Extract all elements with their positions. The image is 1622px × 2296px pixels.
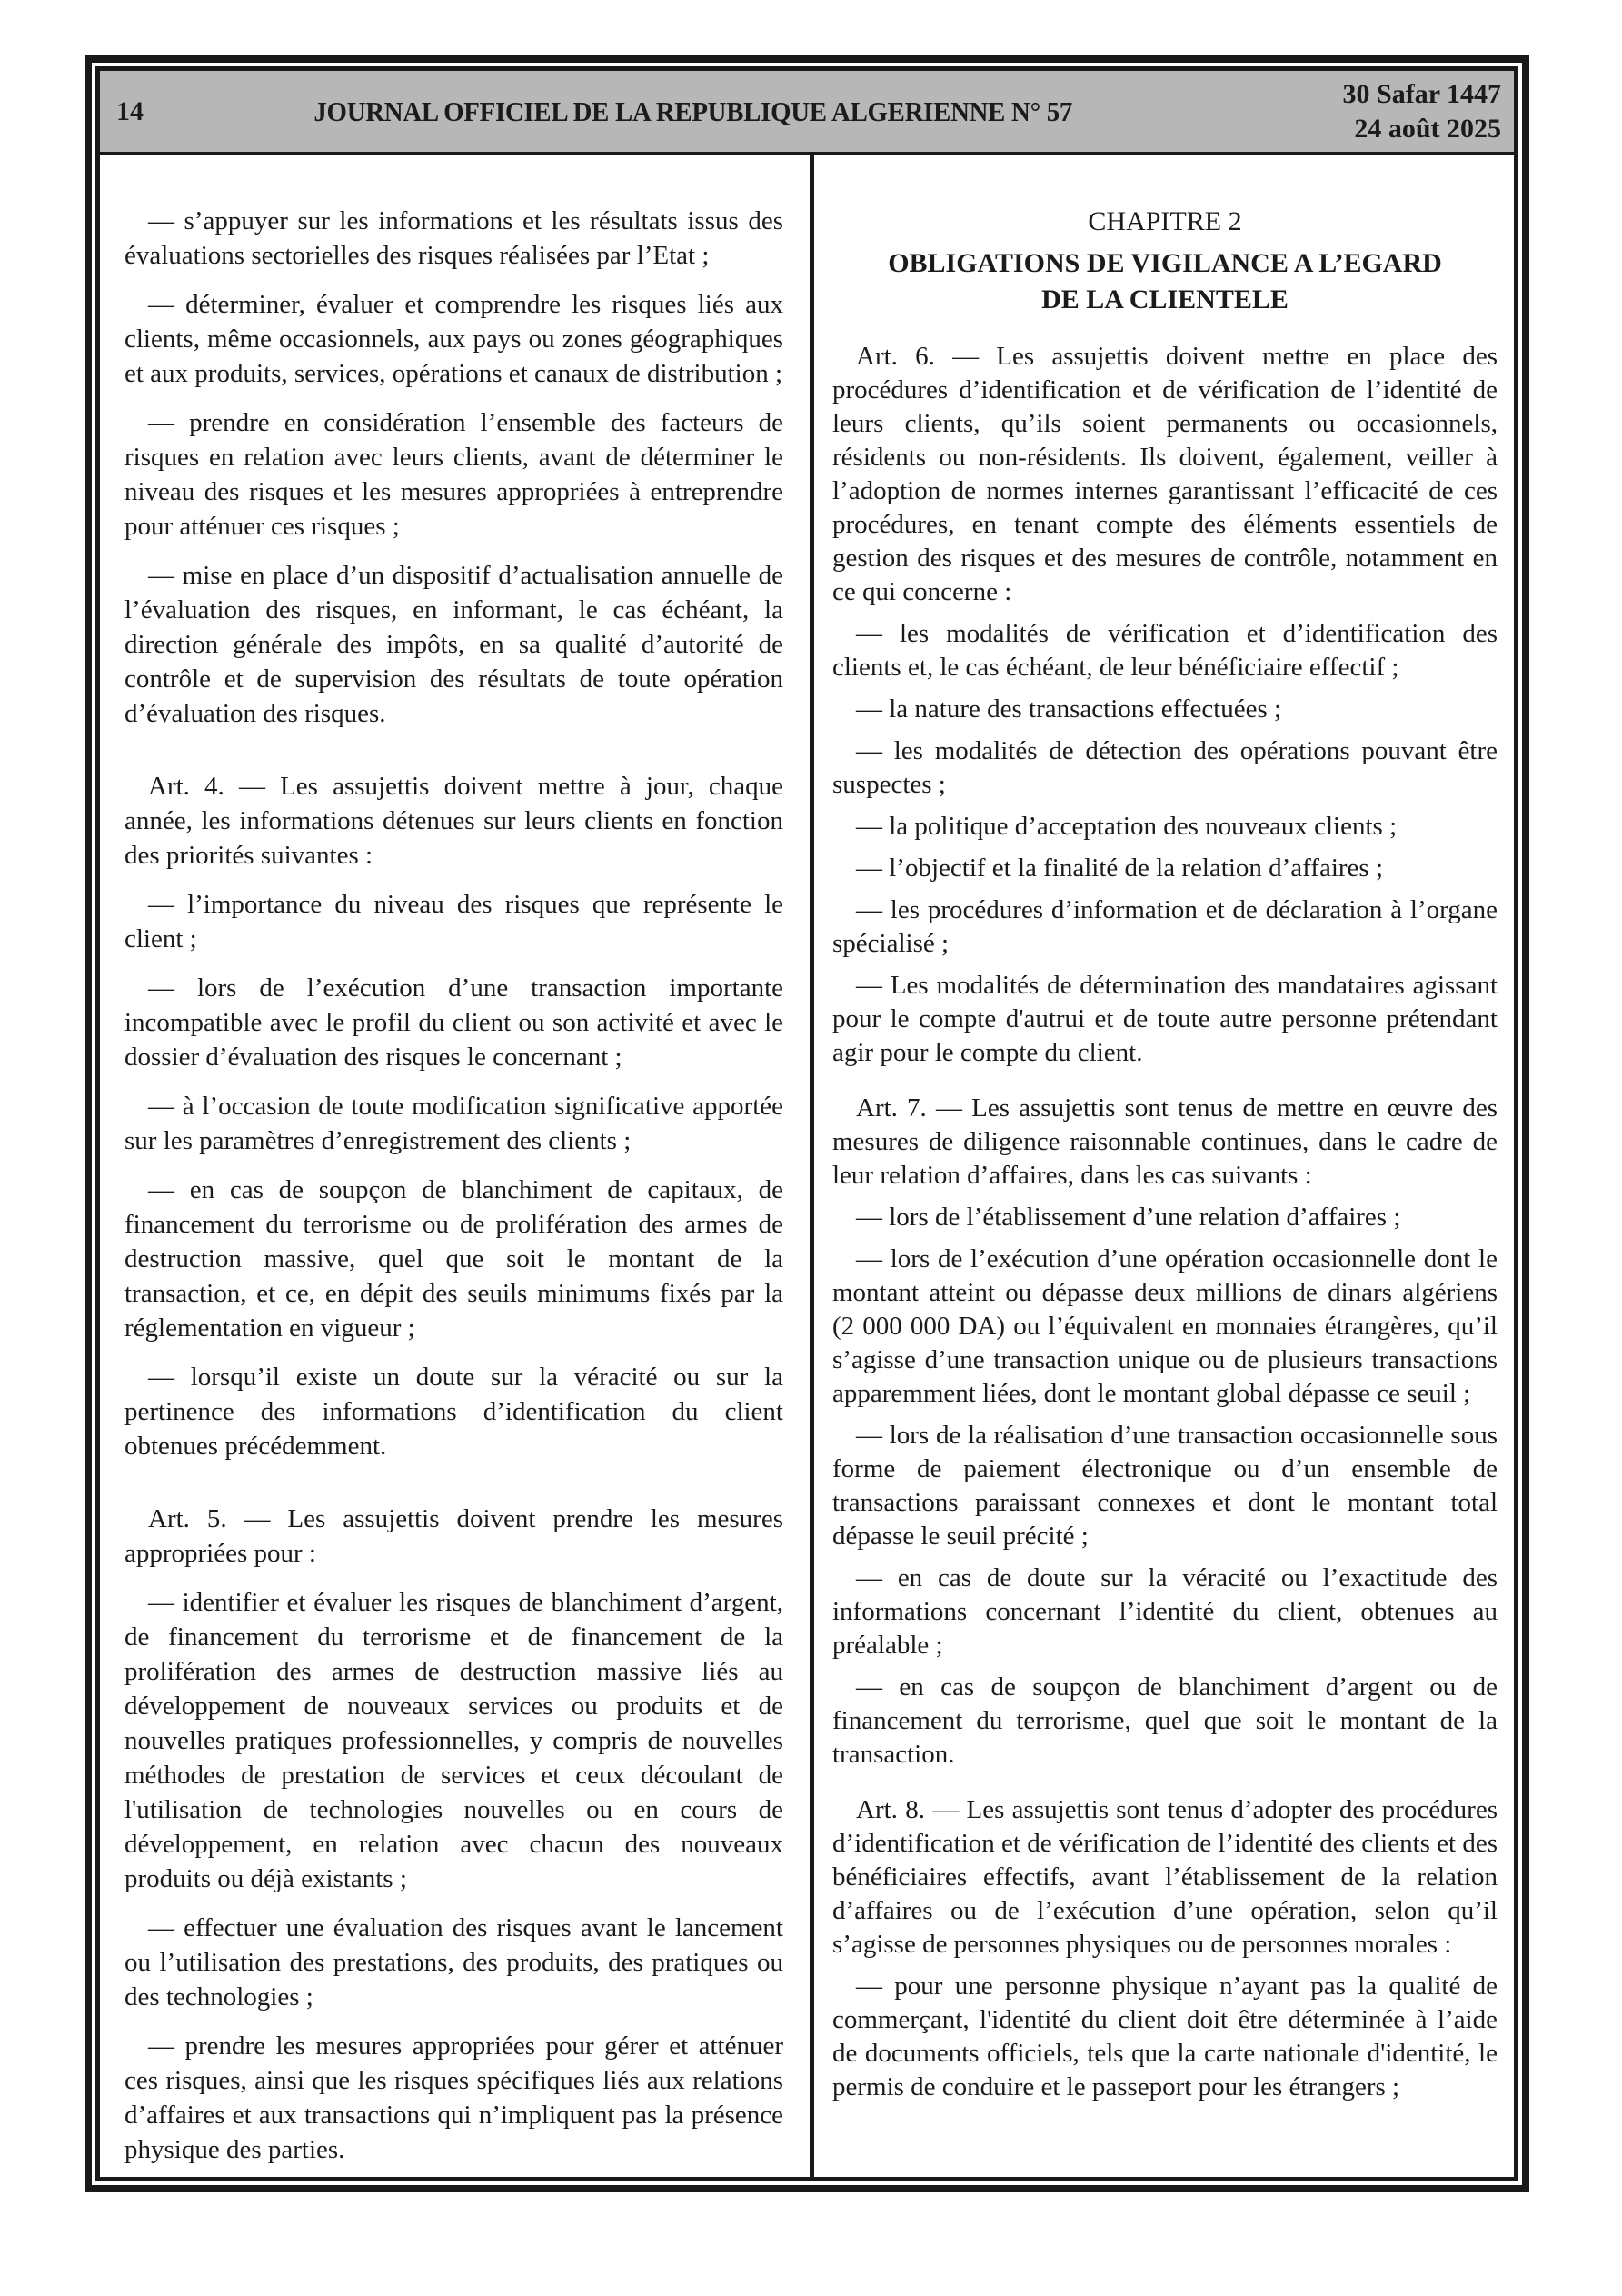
list-paragraph: — identifier et évaluer les risques de blanchiment d’argent, de financement du terrorisme et de financement de la prolifération des armes de destruction massive liés au développement de nouveaux services ou produits et de nouvelles pratiques professionnelles, y compris de nouvelles méthodes de prestation de services et ceux découlant de l'utilisation de technologies nouvelles ou en cours de développement, en relation avec chacun des nouveaux produits ou déjà existants ; — [124, 1588, 783, 1893]
article-paragraph: Art. 8. — Les assujettis sont tenus d’adopter des procédures d’identification et de vérification de l’identité des clients et des bénéficiaires effectifs, avant l’établissement de la relation d’affaires ou de l’exécution d’une opération, selon qu’il s’agisse de personnes physiques ou de personnes morales : — [832, 1795, 1498, 1959]
journal-title: JOURNAL OFFICIEL DE LA REPUBLIQUE ALGERIENNE N° 57 — [313, 95, 1073, 127]
article-paragraph: Art. 6. — Les assujettis doivent mettre en place des procédures d’identification et de vérification de l’identité de leurs clients, qu’ils soient permanents ou occasionnels, résidents ou non-résidents. Ils doivent, également, veiller à l’adoption de normes internes garantissant l’efficacité de ces procédures, en tenant compte des éléments essentiels de gestion des risques et des mesures de contrôle, notamment en ce qui concerne : — [832, 342, 1498, 606]
list-paragraph: — l’objectif et la finalité de la relation d’affaires ; — [856, 854, 1384, 883]
list-paragraph: — effectuer une évaluation des risques avant le lancement ou l’utilisation des prestations, des produits, des pratiques ou des technologies ; — [124, 1913, 783, 2011]
article-paragraph: Art. 4. — Les assujettis doivent mettre à jour, chaque année, les informations détenues sur leurs clients en fonction des priorités suivantes : — [124, 772, 783, 870]
list-paragraph: — lorsqu’il existe un doute sur la véracité ou sur la pertinence des informations d’identification du client obtenues précédemment. — [124, 1363, 783, 1461]
chapter-label: CHAPITRE 2 — [1088, 206, 1242, 236]
list-paragraph: — en cas de soupçon de blanchiment d’argent ou de financement du terrorisme, quel que soit le montant de la transaction. — [832, 1672, 1498, 1769]
list-paragraph: — déterminer, évaluer et comprendre les risques liés aux clients, même occasionnels, aux pays ou zones géographiques et aux produits, services, opérations et canaux de distribution ; — [124, 290, 783, 388]
page-frame — [85, 55, 1529, 2192]
list-paragraph: — prendre les mesures appropriées pour gérer et atténuer ces risques, ainsi que les risques spécifiques liés aux relations d’affaires et aux transactions qui n’impliquent pas la présence physique des parties. — [124, 2031, 783, 2164]
list-paragraph: — lors de l’exécution d’une opération occasionnelle dont le montant atteint ou dépasse deux millions de dinars algériens (2 000 000 DA) ou l’équivalent en monnaies étrangères, qu’il s’agisse d’une transaction unique ou de plusieurs transactions apparemment liées, dont le montant global dépasse ce seuil ; — [832, 1244, 1498, 1408]
list-paragraph: — mise en place d’un dispositif d’actualisation annuelle de l’évaluation des risques, en informant, le cas échéant, la direction générale des impôts, en sa qualité d’autorité de contrôle et de supervision des résultats de toute opération d’évaluation des risques. — [124, 561, 783, 728]
list-paragraph: — à l’occasion de toute modification significative apportée sur les paramètres d’enregistrement des clients ; — [124, 1092, 783, 1155]
right-column — [814, 155, 1514, 2177]
list-paragraph: — pour une personne physique n’ayant pas la qualité de commerçant, l'identité du client doit être déterminée à l’aide de documents officiels, tels que la carte nationale d'identité, le permis de conduire et le passeport pour les étrangers ; — [832, 1972, 1498, 2101]
article-paragraph: Art. 5. — Les assujettis doivent prendre les mesures appropriées pour : — [124, 1504, 783, 1568]
chapter-title — [832, 245, 1498, 318]
date-hijri: 30 Safar 1447 — [1342, 78, 1501, 109]
list-paragraph: — en cas de doute sur la véracité ou l’exactitude des informations concernant l’identité du client, obtenues au préalable ; — [832, 1563, 1498, 1660]
chapter-title-line1: OBLIGATIONS DE VIGILANCE A L’EGARD — [888, 248, 1442, 278]
list-paragraph: — la nature des transactions effectuées ; — [856, 694, 1282, 724]
journal-title-area — [227, 95, 1159, 128]
date-gregorian: 24 août 2025 — [1354, 113, 1501, 144]
chapter-title-line2: DE LA CLIENTELE — [1041, 285, 1289, 314]
list-paragraph: — en cas de soupçon de blanchiment de capitaux, de financement du terrorisme ou de prolifération des armes de destruction massive, quel que soit le montant de la transaction, et ce, en dépit des seuils minimums fixés par la réglementation en vigueur ; — [124, 1175, 783, 1343]
article-paragraph: Art. 7. — Les assujettis sont tenus de mettre en œuvre des mesures de diligence raisonnable continues, dans le cadre de leur relation d’affaires, dans les cas suivants : — [832, 1093, 1498, 1190]
list-paragraph: — les modalités de détection des opérations pouvant être suspectes ; — [832, 736, 1498, 799]
list-paragraph: — la politique d’acceptation des nouveaux clients ; — [856, 812, 1398, 841]
page-number: 14 — [116, 95, 144, 126]
issue-dates — [1159, 77, 1514, 146]
list-paragraph: — lors de l’exécution d’une transaction importante incompatible avec le profil du client ou son activité et avec le dossier d’évaluation des risques le concernant ; — [124, 973, 783, 1072]
list-paragraph: — les modalités de vérification et d’identification des clients et, le cas échéant, de leur bénéficiaire effectif ; — [832, 619, 1498, 682]
page-content — [100, 155, 1514, 2177]
list-paragraph: — les procédures d’information et de déclaration à l’organe spécialisé ; — [832, 895, 1498, 958]
page-header — [100, 71, 1514, 155]
page-inner — [95, 66, 1518, 2181]
list-paragraph: — prendre en considération l’ensemble des facteurs de risques en relation avec leurs clients, avant de déterminer le niveau des risques et les mesures appropriées à entreprendre pour atténuer ces risques ; — [124, 408, 783, 541]
list-paragraph: — lors de l’établissement d’une relation d’affaires ; — [856, 1203, 1401, 1232]
list-paragraph: — lors de la réalisation d’une transaction occasionnelle sous forme de paiement électronique ou d’un ensemble de transactions paraissant connexes et dont le montant total dépasse le seuil précité ; — [832, 1421, 1498, 1551]
list-paragraph: — l’importance du niveau des risques que représente le client ; — [124, 890, 783, 953]
left-column — [100, 155, 810, 2177]
list-paragraph: — s’appuyer sur les informations et les résultats issus des évaluations sectorielles des risques réalisées par l’Etat ; — [124, 206, 783, 270]
list-paragraph: — Les modalités de détermination des mandataires agissant pour le compte d'autrui et de toute autre personne prétendant agir pour le compte du client. — [832, 971, 1498, 1067]
